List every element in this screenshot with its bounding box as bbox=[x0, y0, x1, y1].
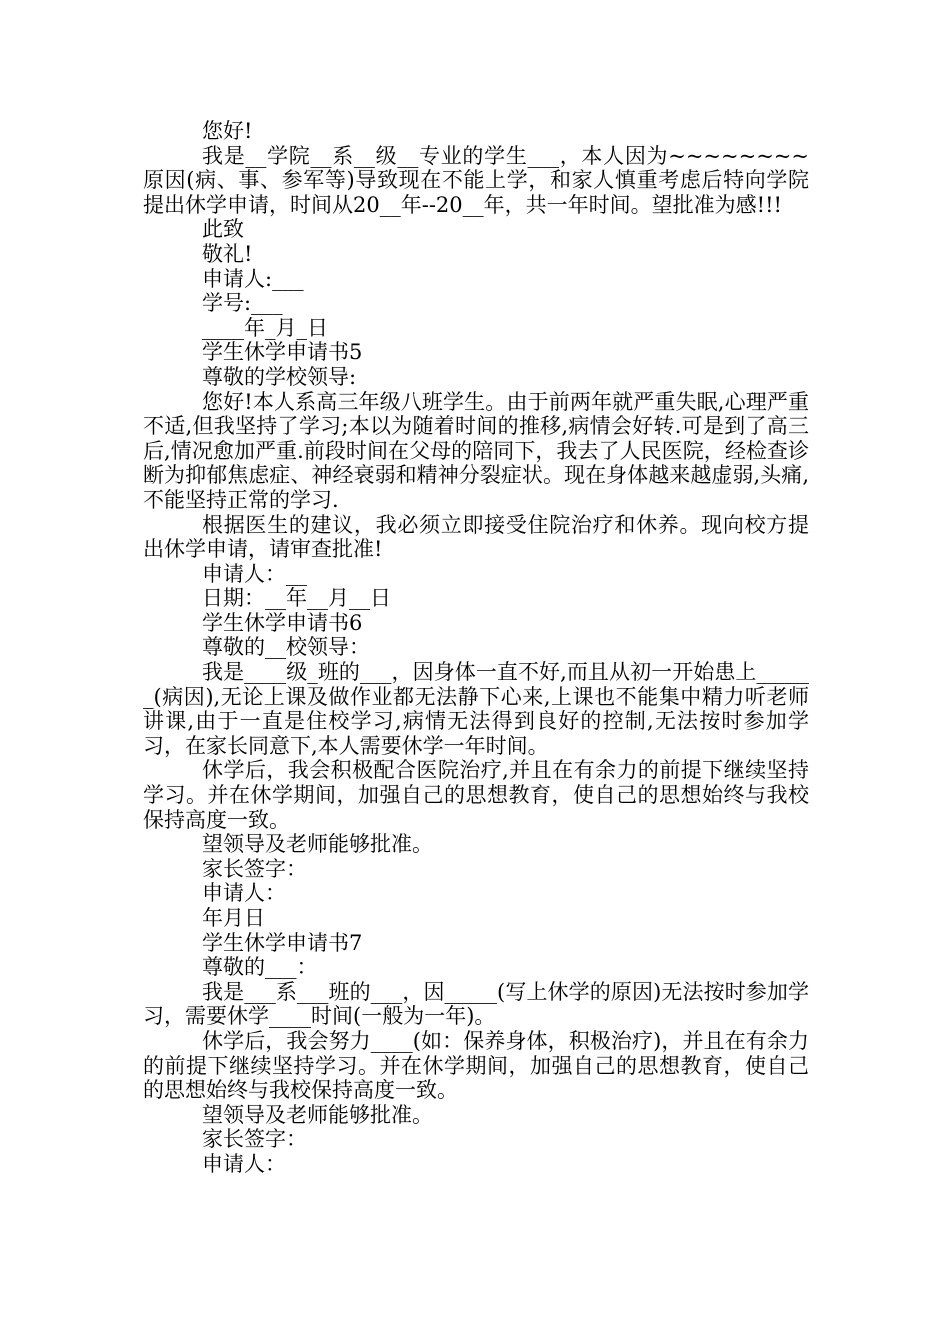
salutation: 尊敬的__校领导： bbox=[202, 635, 370, 660]
request-line: 望领导及老师能够批准。 bbox=[202, 832, 433, 857]
date-line: ____年_月_日 bbox=[202, 315, 328, 340]
student-id-line: 学号:___ bbox=[202, 291, 283, 316]
parent-signature-line: 家长签字： bbox=[202, 856, 307, 881]
date-line: 日期：__年__月__日 bbox=[202, 586, 391, 611]
closing: 此致 bbox=[202, 217, 244, 242]
salutation: 尊敬的学校领导: bbox=[202, 364, 357, 389]
body-paragraph: 我是____级_班的___，因身体一直不好,而且从初一开始患上______(病因),无论上课及做作业都无法静下心来,上课也不能集中精力听老师讲课,由于一直是住校学习,病情无法得到良好的控制,无法按时参加学习，在家长同意下,本人需要休学一年时间。 bbox=[143, 660, 809, 758]
section-title: 学生休学申请书5 bbox=[202, 340, 363, 365]
date-line: 年月日 bbox=[202, 906, 265, 930]
applicant-line: 申请人： bbox=[202, 1151, 286, 1176]
body-paragraph: 您好!本人系高三年级八班学生。由于前两年就严重失眠,心理严重不适,但我坚持了学习;本以为随着时间的推移,病情会好转.可是到了高三后,情况愈加严重.前段时间在父母的陪同下，我去了人民医院，经检查诊断为抑郁焦虑症、神经衰弱和精神分裂症状。现在身体越来越虚弱,头痛,不能坚持正常的学习. bbox=[143, 389, 809, 512]
body-paragraph: 休学后，我会努力____(如：保养身体，积极治疗)，并且在有余力的前提下继续坚持学习。并在休学期间，加强自己的思想教育，使自己的思想始终与我校保持高度一致。 bbox=[143, 1028, 809, 1103]
greeting: 您好! bbox=[202, 119, 253, 143]
applicant-line: 申请人：__ bbox=[202, 561, 307, 586]
body-paragraph: 根据医生的建议，我必须立即接受住院治疗和休养。现向校方提出休学申请，请审查批准! bbox=[143, 512, 809, 562]
applicant-line: 申请人： bbox=[202, 881, 286, 906]
body-paragraph: 休学后，我会积极配合医院治疗,并且在有余力的前提下继续坚持学习。并在休学期间，加强自己的思想教育，使自己的思想始终与我校保持高度一致。 bbox=[143, 758, 809, 832]
document-body bbox=[143, 119, 809, 1177]
section-title: 学生休学申请书7 bbox=[202, 930, 363, 955]
request-line: 望领导及老师能够批准。 bbox=[202, 1102, 433, 1127]
parent-signature-line: 家长签字： bbox=[202, 1127, 307, 1152]
closing-salute: 敬礼! bbox=[202, 241, 253, 266]
body-paragraph: 我是__学院__系__级__专业的学生___，本人因为~~~~~~~~原因(病、事、参军等)导致现在不能上学，和家人慎重考虑后特向学院提出休学申请，时间从20__年--20__年，共一年时间。望批准为感!!! bbox=[143, 143, 809, 217]
body-paragraph: 我是___系___班的___，因_____(写上休学的原因)无法按时参加学习，需要休学____时间(一般为一年)。 bbox=[143, 979, 809, 1029]
applicant-line: 申请人:___ bbox=[202, 266, 304, 291]
salutation: 尊敬的___： bbox=[202, 955, 318, 980]
section-title: 学生休学申请书6 bbox=[202, 610, 363, 635]
